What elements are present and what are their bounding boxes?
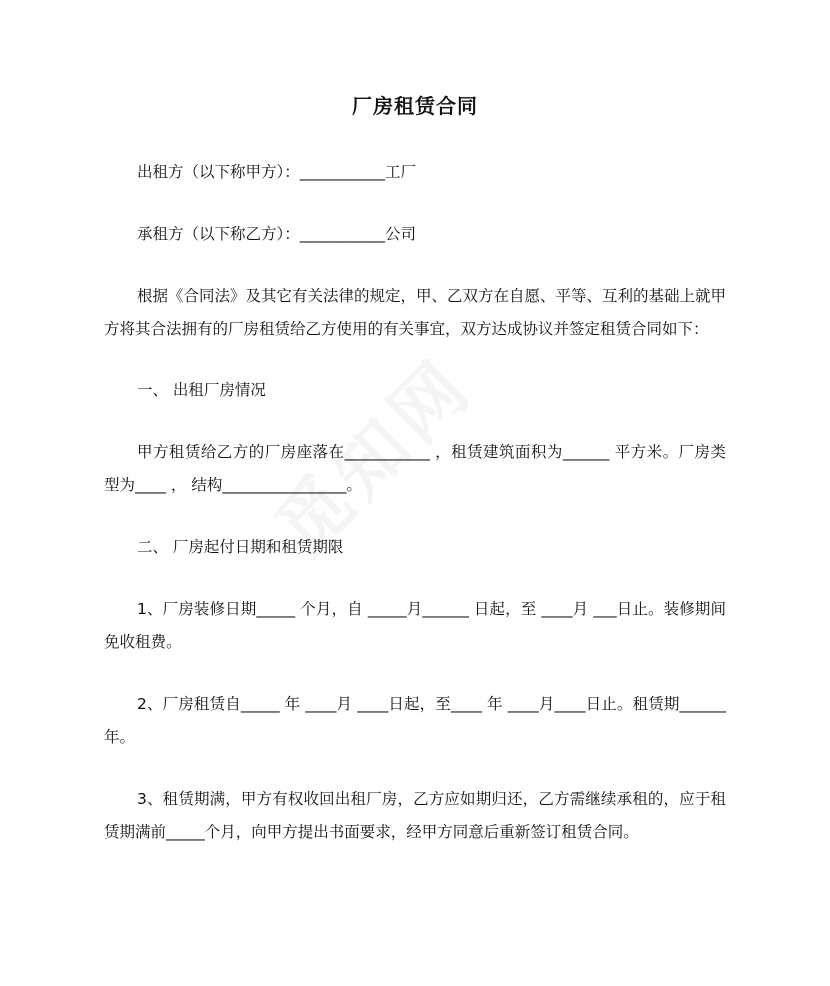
section1-heading: 一、 出租厂房情况: [137, 381, 266, 399]
clause-2: 2、厂房租赁自_____ 年 ____月 ____日起，至____ 年 ____月____日止。租赁期______年。: [104, 695, 726, 746]
lessee-line: 承租方（以下称乙方）：___________公司: [137, 225, 417, 243]
section1-paragraph: 甲方租赁给乙方的厂房座落在___________ ，租赁建筑面积为______ 平方米。厂房类型为____ ， 结构________________。: [104, 443, 726, 494]
clause-1: 1、厂房装修日期_____ 个月，自 _____月______ 日起，至 ____月 ___日止。装修期间免收租费。: [104, 600, 726, 651]
clause-3: 3、租赁期满，甲方有权收回出租厂房，乙方应如期归还，乙方需继续承租的，应于租赁期满前_____个月，向甲方提出书面要求，经甲方同意后重新签订租赁合同。: [104, 790, 726, 841]
preamble-paragraph: 根据《合同法》及其它有关法律的规定，甲、乙双方在自愿、平等、互利的基础上就甲方将其合法拥有的厂房租赁给乙方使用的有关事宜，双方达成协议并签定租赁合同如下：: [104, 287, 727, 338]
section2-heading: 二、 厂房起付日期和租赁期限: [137, 538, 344, 556]
document-title: 厂房租赁合同: [352, 94, 478, 118]
lessor-line: 出租方（以下称甲方）：___________工厂: [137, 163, 417, 181]
